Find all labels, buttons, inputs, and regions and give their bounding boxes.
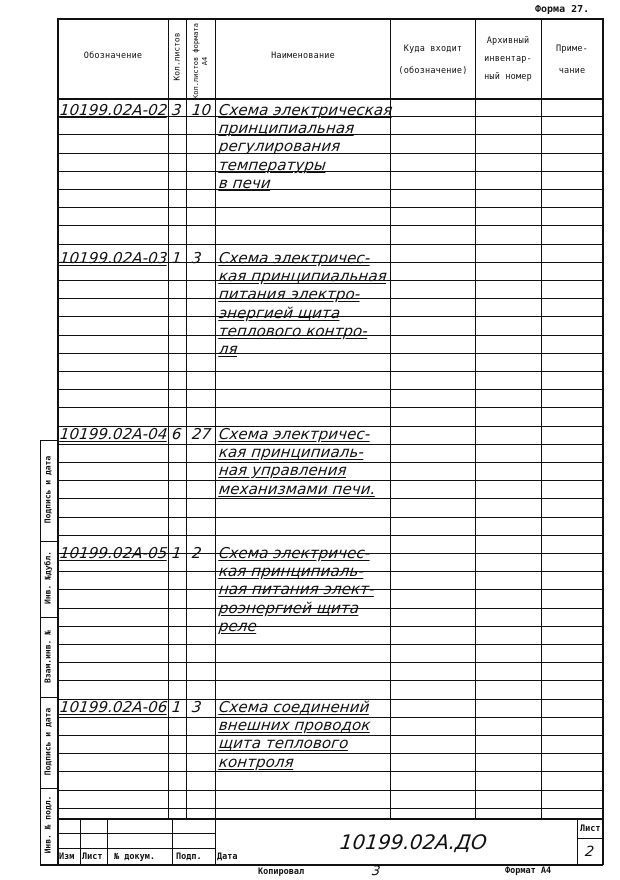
tb-sheet-div — [577, 838, 603, 839]
side-inv-dubl: Инв. №дубл. — [43, 551, 53, 604]
row-line — [57, 753, 603, 754]
row-line — [57, 244, 603, 245]
row-line — [57, 771, 603, 772]
side-vzam-inv: Взам.инв. № — [43, 630, 53, 683]
entry-sheets: 1 — [171, 544, 183, 562]
frame-right — [602, 18, 604, 865]
tb-top — [57, 818, 603, 820]
row-line — [57, 207, 603, 208]
tb-col-1 — [80, 818, 81, 865]
tb-podp: Подп. — [176, 852, 202, 862]
row-line — [57, 389, 603, 390]
row-line — [57, 171, 603, 172]
entry-name-line: кая принципиаль- — [218, 443, 366, 461]
header-sheets-count: Кол.листов — [172, 32, 182, 81]
row-line — [57, 371, 603, 372]
entry-name-line: Схема электрическая — [218, 101, 394, 119]
header-where-used: Куда входит (обозначение) — [398, 44, 468, 76]
row-line — [57, 680, 603, 681]
entry-name-line: ная управления — [218, 461, 348, 479]
entry-name-line: ля — [218, 340, 239, 358]
tb-list: Лист — [82, 852, 103, 862]
col-line-4 — [390, 18, 391, 818]
row-line — [57, 225, 603, 226]
entry-designation: 10199.02А-04 — [59, 425, 169, 443]
entry-name-line: Схема соединений — [218, 698, 371, 716]
entry-name-line: механизмами печи. — [218, 480, 377, 498]
entry-name-line: ная питания элект- — [218, 580, 376, 598]
footer-page-mark: 3 — [371, 864, 382, 879]
entry-sheets: 3 — [171, 101, 183, 119]
entry-name-line: теплового контро- — [218, 322, 369, 340]
entry-name-line: Схема электричес- — [218, 544, 372, 562]
entry-designation: 10199.02А-03 — [59, 249, 169, 267]
tb-col-4 — [215, 818, 216, 865]
footer-copied: Копировал — [258, 867, 305, 877]
entry-name-line: Схема электричес- — [218, 425, 372, 443]
tb-sheet-number: 2 — [584, 844, 595, 860]
entry-name-line: регулирования — [218, 137, 342, 155]
tb-izm: Изм — [59, 852, 75, 862]
entry-name-line: принципиальная — [218, 119, 356, 137]
tb-col-2 — [107, 818, 108, 865]
tb-col-3 — [172, 818, 173, 865]
col-line-6 — [541, 18, 542, 818]
entry-sheets: 1 — [171, 249, 183, 267]
row-line — [57, 644, 603, 645]
row-line — [57, 353, 603, 354]
entry-name-line: Схема электричес- — [218, 249, 372, 267]
entry-sheets: 1 — [171, 698, 183, 716]
side-podpis-data-1: Подпись и дата — [43, 455, 53, 524]
tb-doc-no: № докум. — [114, 852, 155, 862]
tb-document-code: 10199.02А.ДО — [338, 830, 489, 854]
entry-name-line: в печи — [218, 174, 272, 192]
entry-name-line: внешних проводок — [218, 716, 372, 734]
entry-name-line: роэнергией щита — [218, 599, 361, 617]
entry-designation: 10199.02А-05 — [59, 544, 169, 562]
entry-name-line: реле — [218, 617, 258, 635]
entry-a4: 2 — [191, 544, 203, 562]
row-line — [57, 498, 603, 499]
side-inv-podl: Инв. № подл. — [43, 795, 53, 854]
col-line-5 — [475, 18, 476, 818]
side-strip-left — [40, 440, 41, 865]
entry-designation: 10199.02А-06 — [59, 698, 169, 716]
row-line — [57, 626, 603, 627]
col-line-2 — [186, 18, 187, 818]
entry-a4: 3 — [191, 698, 203, 716]
row-line — [57, 517, 603, 518]
row-line — [57, 407, 603, 408]
row-line — [57, 535, 603, 536]
header-format-a4: Кол.листов формата А4 — [192, 23, 209, 99]
entry-name-line: контроля — [218, 753, 295, 771]
tb-col-5 — [577, 818, 578, 865]
entry-designation: 10199.02А-02 — [59, 101, 169, 119]
entry-name-line: температуры — [218, 156, 328, 174]
entry-a4: 27 — [191, 425, 213, 443]
col-line-3 — [215, 18, 216, 818]
frame-top — [57, 18, 603, 20]
header-name: Наименование — [271, 51, 335, 61]
row-line — [57, 662, 603, 663]
header-designation: Обозначение — [83, 51, 143, 61]
row-line — [57, 790, 603, 791]
entry-name-line: кая принципиальная — [218, 267, 388, 285]
entry-a4: 3 — [191, 249, 203, 267]
tb-data: Дата — [217, 852, 238, 862]
header-note: Приме- чание — [556, 44, 588, 76]
form-label: Форма 27. — [535, 4, 590, 15]
entry-name-line: кая принципиаль- — [218, 562, 366, 580]
side-strip-right — [57, 440, 59, 865]
entry-name-line: щита теплового — [218, 734, 350, 752]
footer-format: Формат А4 — [505, 866, 552, 876]
row-line — [57, 808, 603, 809]
header-archive: Архивный инвентар- ный номер — [484, 36, 532, 82]
row-line — [57, 189, 603, 190]
entry-sheets: 6 — [171, 425, 183, 443]
header-divider — [57, 98, 603, 100]
entry-name-line: энергией щита — [218, 304, 342, 322]
side-podpis-data-2: Подпись и дата — [43, 707, 53, 776]
tb-sheet-label: Лист — [580, 824, 601, 834]
entry-a4: 10 — [191, 101, 213, 119]
entry-name-line: питания электро- — [218, 285, 362, 303]
